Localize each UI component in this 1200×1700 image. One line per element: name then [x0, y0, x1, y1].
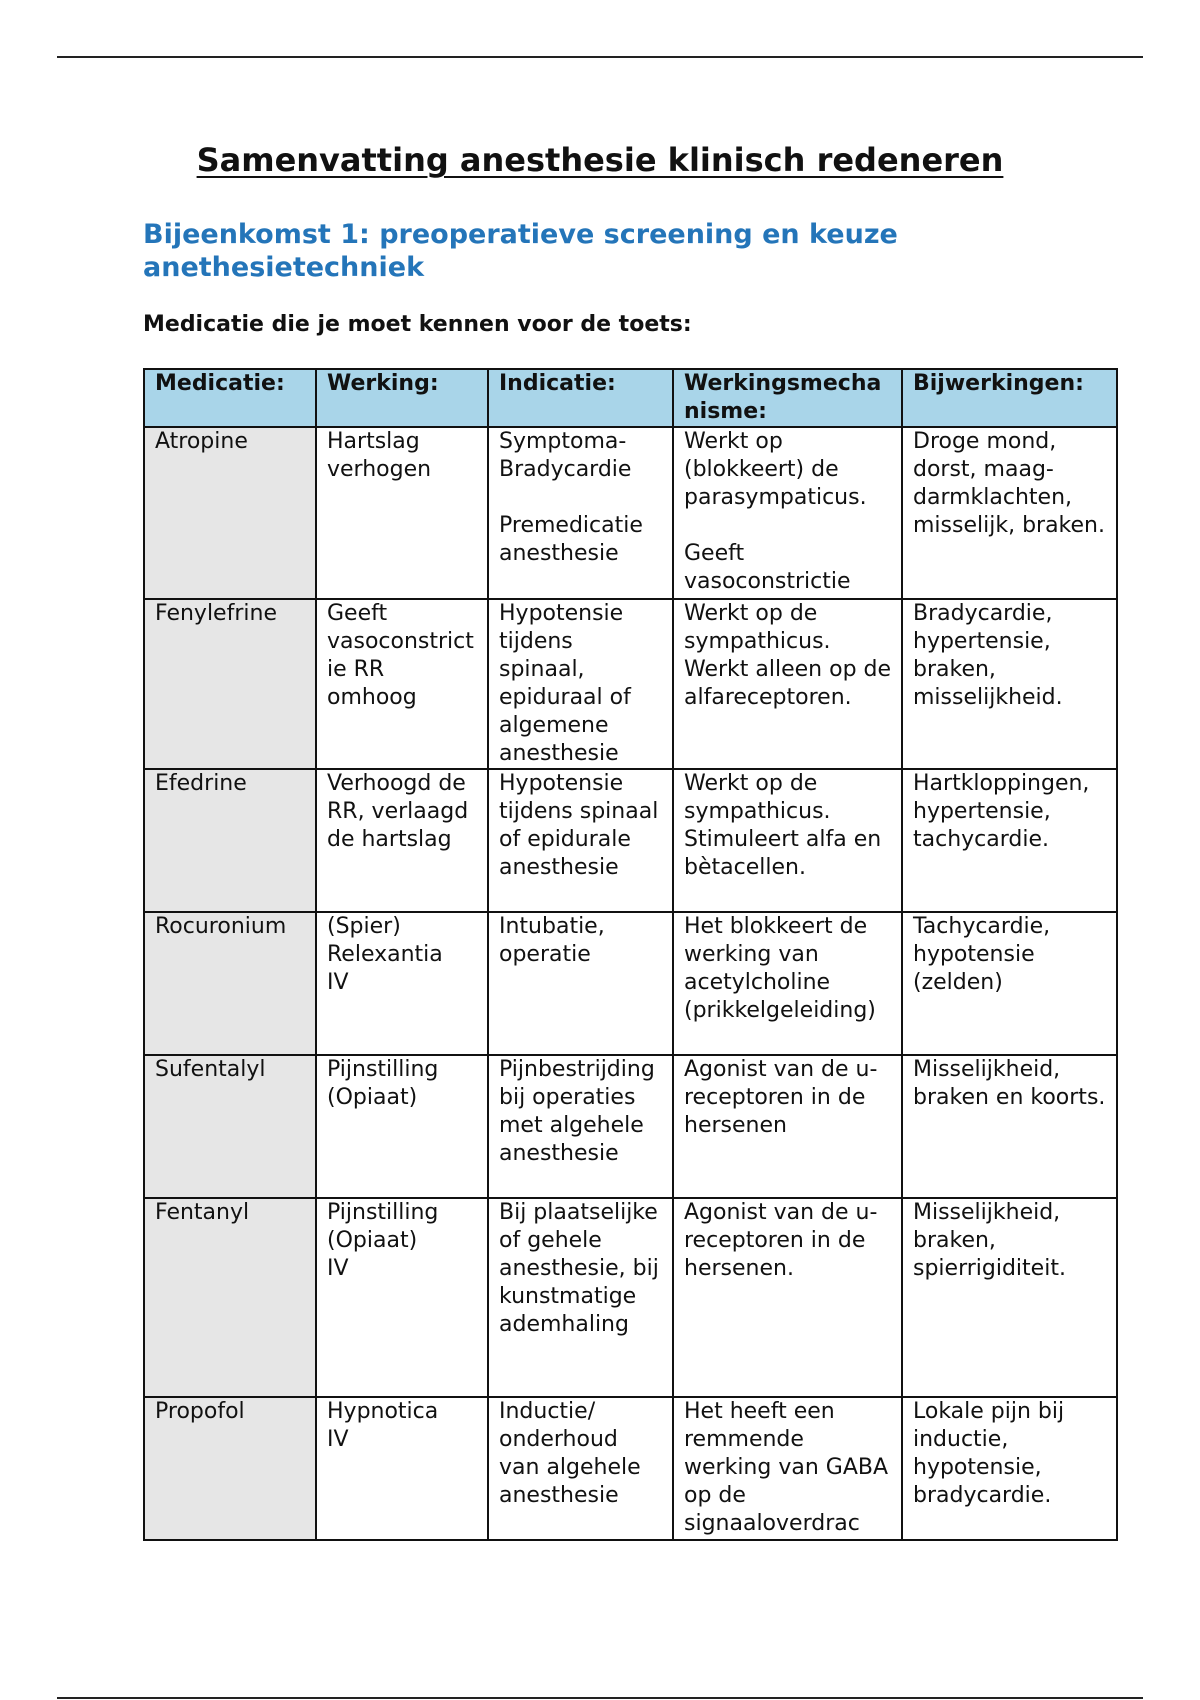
- document-title: Samenvatting anesthesie klinisch redeneren: [196, 141, 1004, 179]
- page-top-rule: [57, 56, 1143, 58]
- header-werkingsmechanisme: Werkingsmechanisme:: [673, 369, 902, 427]
- cell-indicatie: Bij plaatselijke of gehele anesthesie, bij kunstmatige ademhaling: [488, 1198, 673, 1397]
- cell-indicatie: Inductie/ onderhoud van algehele anesthesie: [488, 1397, 673, 1540]
- cell-werking: Geeft vasoconstrictie RR omhoog: [316, 599, 488, 769]
- medication-table: [143, 368, 1118, 1541]
- cell-medicatie: Sufentalyl: [144, 1055, 316, 1198]
- cell-medicatie: Efedrine: [144, 769, 316, 912]
- cell-werking: Hypnotica IV: [316, 1397, 488, 1540]
- cell-werking: (Spier) Relexantia IV: [316, 912, 488, 1055]
- cell-bijwerkingen: Misselijkheid, braken, spierrigiditeit.: [902, 1198, 1117, 1397]
- table-row: [144, 599, 1117, 769]
- page-bottom-rule: [57, 1697, 1143, 1699]
- cell-bijwerkingen: Droge mond, dorst, maag-darmklachten, misselijk, braken.: [902, 427, 1117, 599]
- intro-text: Medicatie die je moet kennen voor de toets:: [143, 312, 692, 337]
- cell-medicatie: Atropine: [144, 427, 316, 599]
- cell-indicatie: Hypotensie tijdens spinaal of epidurale anesthesie: [488, 769, 673, 912]
- header-werking: Werking:: [316, 369, 488, 427]
- cell-werkingsmechanisme: Het heeft een remmende werking van GABA op de signaaloverdrac: [673, 1397, 902, 1540]
- table-row: [144, 912, 1117, 1055]
- cell-werking: Pijnstilling (Opiaat) IV: [316, 1198, 488, 1397]
- cell-indicatie: Symptoma-Bradycardie Premedicatie anesthesie: [488, 427, 673, 599]
- cell-medicatie: Rocuronium: [144, 912, 316, 1055]
- cell-bijwerkingen: Bradycardie, hypertensie, braken, misselijkheid.: [902, 599, 1117, 769]
- cell-medicatie: Fentanyl: [144, 1198, 316, 1397]
- table-row: [144, 1055, 1117, 1198]
- cell-bijwerkingen: Lokale pijn bij inductie, hypotensie, bradycardie.: [902, 1397, 1117, 1540]
- cell-bijwerkingen: Misselijkheid, braken en koorts.: [902, 1055, 1117, 1198]
- cell-werkingsmechanisme: Agonist van de u-receptoren in de hersenen.: [673, 1198, 902, 1397]
- cell-indicatie: Hypotensie tijdens spinaal, epiduraal of algemene anesthesie: [488, 599, 673, 769]
- header-indicatie: Indicatie:: [488, 369, 673, 427]
- cell-werking: Pijnstilling (Opiaat): [316, 1055, 488, 1198]
- cell-indicatie: Pijnbestrijding bij operaties met algehele anesthesie: [488, 1055, 673, 1198]
- table-header-row: [144, 369, 1117, 427]
- cell-werkingsmechanisme: Werkt op de sympathicus. Stimuleert alfa en bètacellen.: [673, 769, 902, 912]
- table-row: [144, 1198, 1117, 1397]
- cell-bijwerkingen: Tachycardie, hypotensie (zelden): [902, 912, 1117, 1055]
- cell-werkingsmechanisme: Het blokkeert de werking van acetylcholine (prikkelgeleiding): [673, 912, 902, 1055]
- cell-werking: Hartslag verhogen: [316, 427, 488, 599]
- table-row: [144, 1397, 1117, 1540]
- cell-werking: Verhoogd de RR, verlaagd de hartslag: [316, 769, 488, 912]
- header-medicatie: Medicatie:: [144, 369, 316, 427]
- cell-werkingsmechanisme: Werkt op de sympathicus. Werkt alleen op de alfareceptoren.: [673, 599, 902, 769]
- cell-werkingsmechanisme: Agonist van de u-receptoren in de hersenen: [673, 1055, 902, 1198]
- table-row: [144, 427, 1117, 599]
- cell-medicatie: Propofol: [144, 1397, 316, 1540]
- section-heading: Bijeenkomst 1: preoperatieve screening en keuze anethesietechniek: [143, 219, 898, 283]
- header-bijwerkingen: Bijwerkingen:: [902, 369, 1117, 427]
- cell-bijwerkingen: Hartkloppingen, hypertensie, tachycardie.: [902, 769, 1117, 912]
- cell-medicatie: Fenylefrine: [144, 599, 316, 769]
- cell-indicatie: Intubatie, operatie: [488, 912, 673, 1055]
- cell-werkingsmechanisme: Werkt op (blokkeert) de parasympaticus. Geeft vasoconstrictie: [673, 427, 902, 599]
- table-row: [144, 769, 1117, 912]
